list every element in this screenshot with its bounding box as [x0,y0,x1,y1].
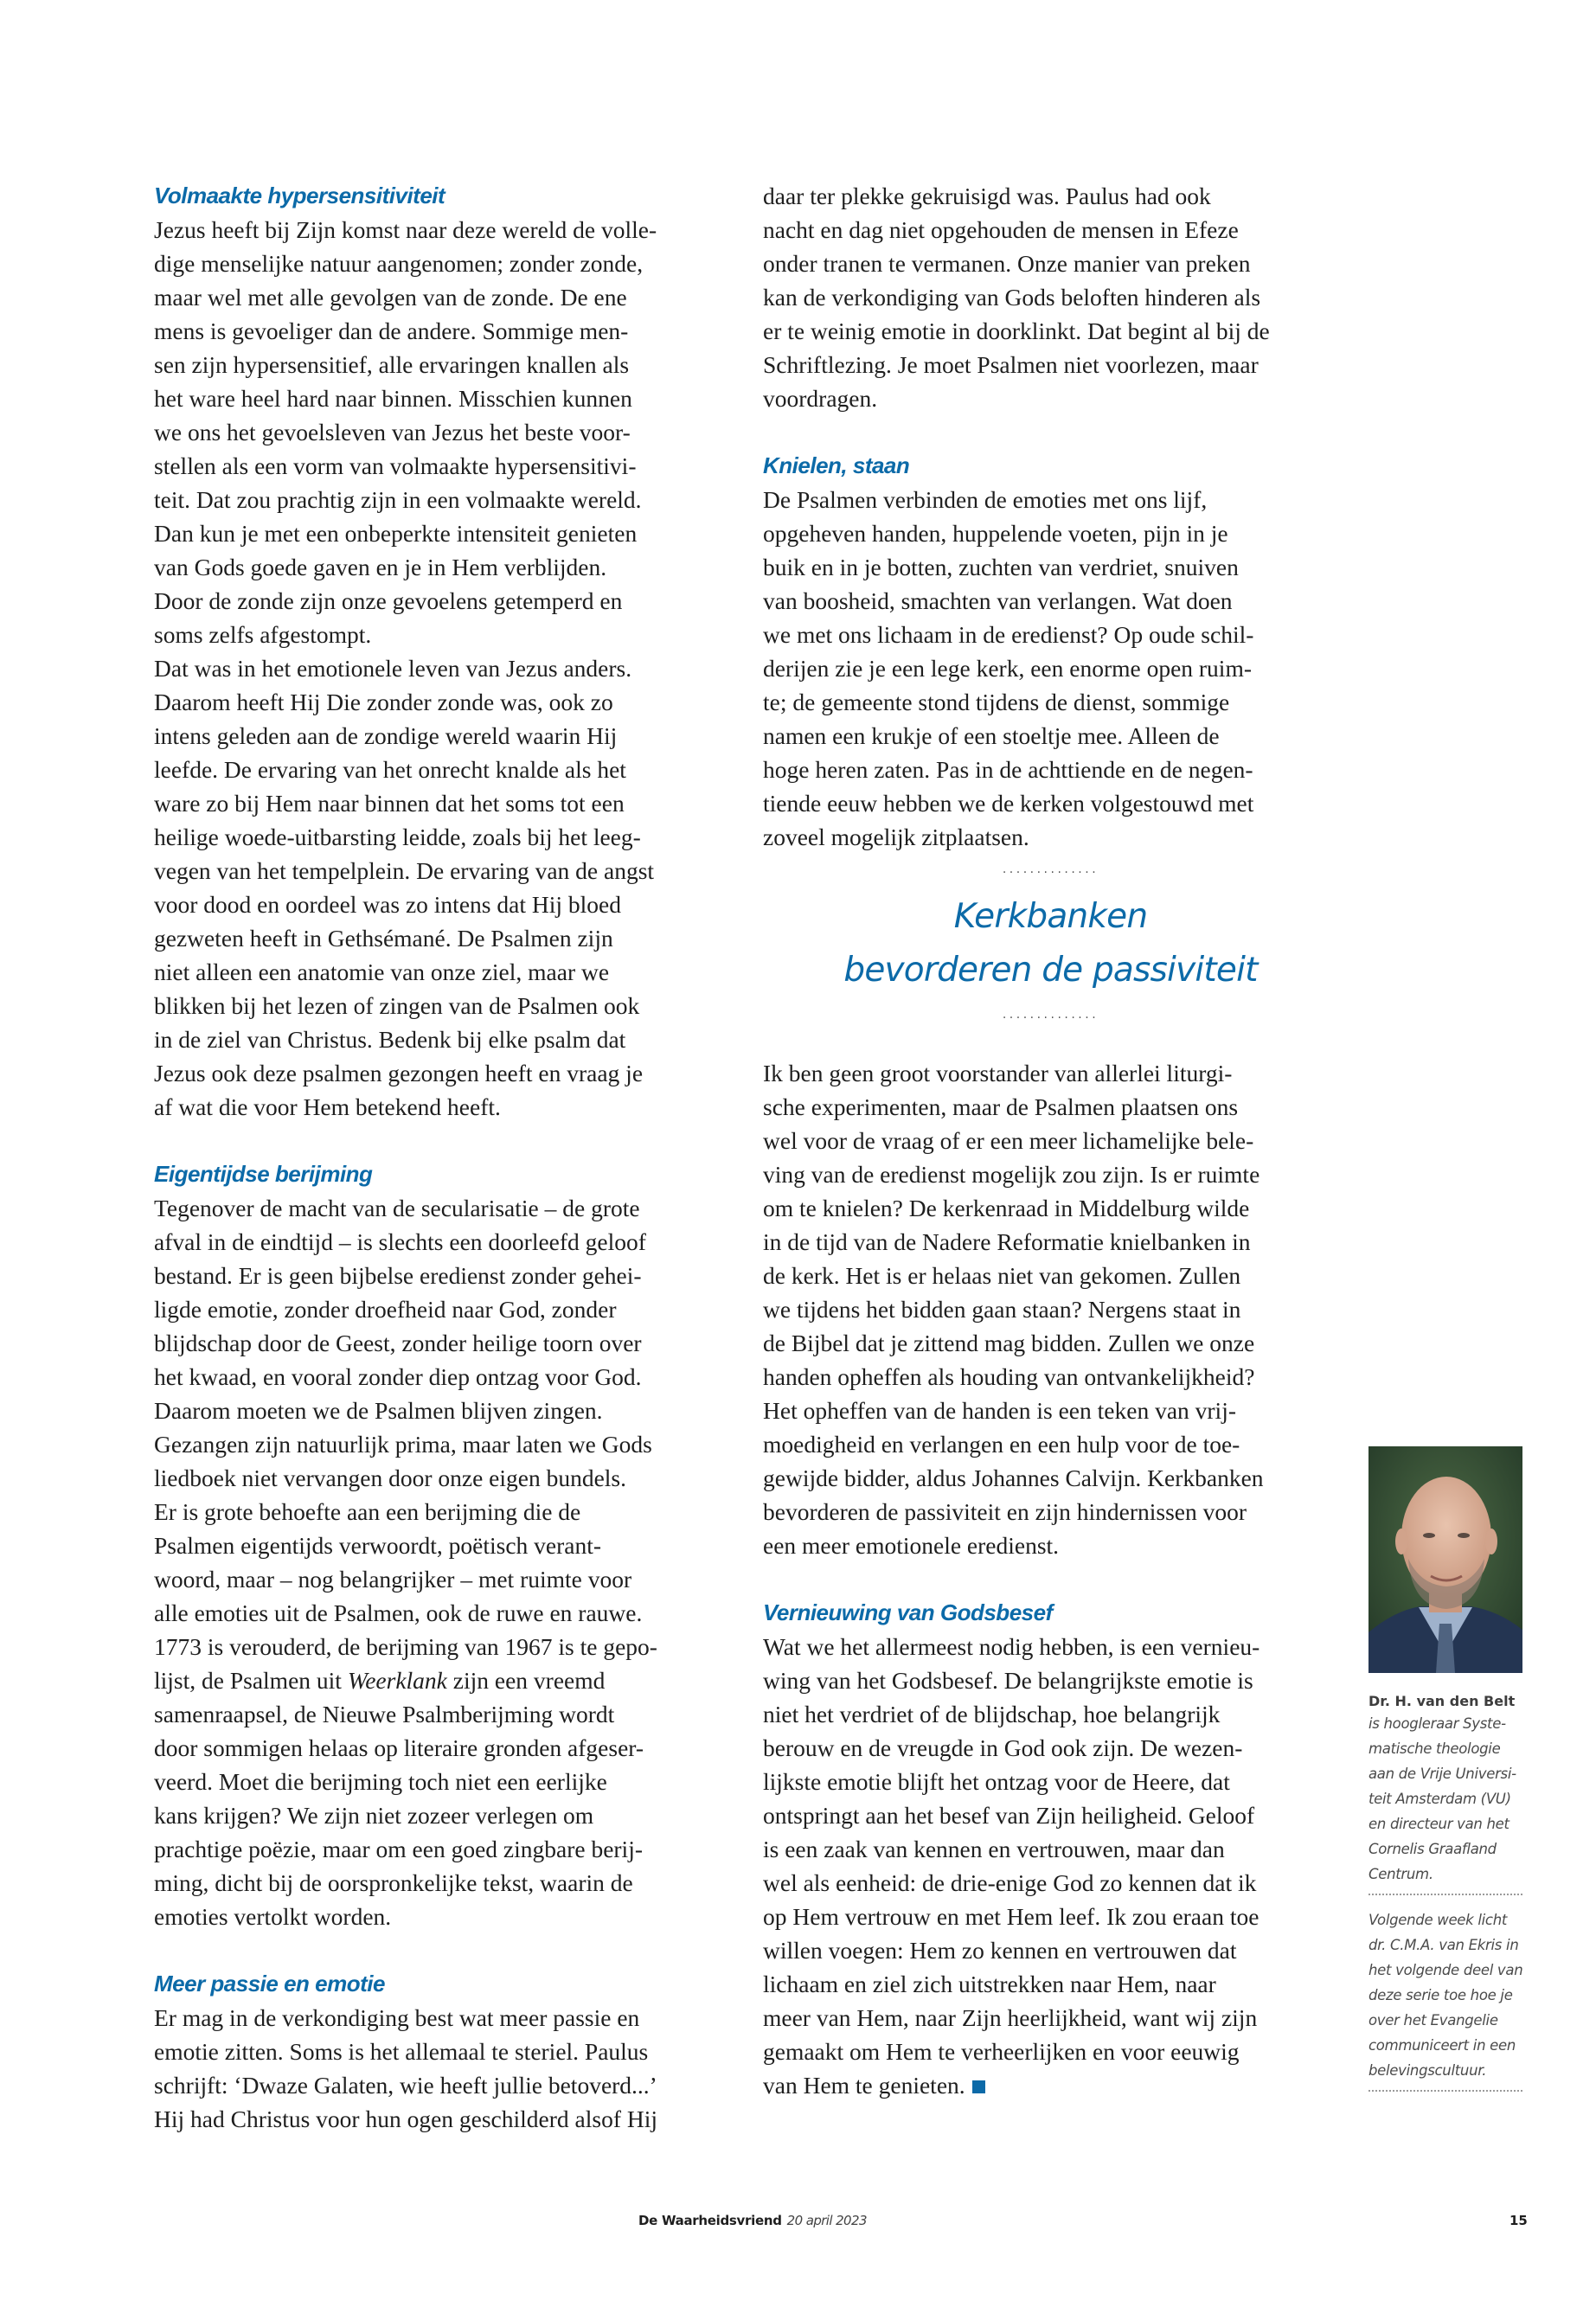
text-line: matische theologie [1368,1740,1501,1757]
text-line: intens geleden aan de zondige wereld waarin Hij [154,722,618,749]
text-line: ving van de eredienst mogelijk zou zijn. Is er ruimte [763,1161,1260,1188]
text-line: De Psalmen verbinden de emoties met ons lijf, [763,486,1208,513]
text-line: is hoogleraar Syste- [1368,1715,1506,1732]
text-line: het kwaad, en vooral zonder diep ontzag voor God. [154,1363,642,1390]
text-line: we tijdens het bidden gaan staan? Nergens staat in [763,1296,1241,1323]
text-line: wel als eenheid: de drie-enige God zo kennen dat ik [763,1869,1257,1896]
text-line: aan de Vrije Universi- [1368,1766,1516,1782]
text-line: is een zaak van kennen en vertrouwen, maar dan [763,1836,1225,1862]
text-line: opgeheven handen, huppelende voeten, pijn in je [763,520,1228,547]
text-line: zoveel mogelijk zitplaatsen. [763,824,1029,850]
text-line: voor dood en oordeel was zo intens dat Hij bloed [154,891,621,918]
text-line: leefde. De ervaring van het onrecht knalde als het [154,756,626,783]
section-heading: Volmaakte hypersensitiviteit [154,183,445,208]
text-line: afval in de eindtijd – is slechts een doorleefd geloof [154,1228,646,1255]
publication-info [638,2213,867,2228]
text-line: kans krijgen? We zijn niet zozeer verlegen om [154,1802,594,1829]
text-line: moedigheid en verlangen en een hulp voor de toe- [763,1431,1240,1458]
italic-title: Weerklank [347,1667,447,1694]
text-line: prachtige poëzie, maar om een goed zingbare berij- [154,1836,643,1862]
text-line: emotie zitten. Soms is het allemaal te steriel. Paulus [154,2038,649,2065]
text-line: maar wel met alle gevolgen van de zonde. De ene [154,284,627,311]
blue-square-icon [972,2080,985,2093]
text-line: kan de verkondiging van Gods beloften hinderen als [763,284,1261,311]
text-line: Ik ben geen groot voorstander van allerlei liturgi- [763,1060,1233,1086]
text-line: de kerk. Het is er helaas niet van gekomen. Zullen [763,1262,1241,1289]
text-line: van Hem te genieten. [763,2068,1338,2102]
text-line: berouw en de vreugde in God ook zijn. De wezen- [763,1734,1243,1761]
paragraph [763,483,1338,854]
pull-quote-divider-bottom: .............. [1002,1008,1099,1022]
paragraph [763,1630,1338,2102]
text-line: Daarom moeten we de Psalmen blijven zingen. [154,1397,603,1424]
text-line: samenraapsel, de Nieuwe Psalmberijming wordt [154,1701,615,1727]
text-line: Dat was in het emotionele leven van Jezus anders. [154,655,632,682]
text-line: vegen van het tempelplein. De ervaring van de angst [154,857,655,884]
text-line: van boosheid, smachten van verlangen. Wat doen [763,587,1233,614]
text-line: in de ziel van Christus. Bedenk bij elke psalm dat [154,1026,626,1053]
text-line: af wat die voor Hem betekend heeft. [154,1093,501,1120]
text-line: Psalmen eigentijds verwoordt, poëtisch verant- [154,1532,602,1559]
text-line: ming, dicht bij de oorspronkelijke tekst, waarin de [154,1869,633,1896]
text-line: het volgende deel van [1368,1962,1523,1978]
text-line: Gezangen zijn natuurlijk prima, maar laten we Gods [154,1431,652,1458]
text-line: Jezus heeft bij Zijn komst naar deze wereld de volle- [154,216,657,243]
text-line: het ware heel hard naar binnen. Misschien kunnen [154,385,632,412]
text-line: sen zijn hypersensitief, alle ervaringen knallen als [154,351,630,378]
text-line: door sommigen helaas op literaire gronden afgeser- [154,1734,644,1761]
text-line: Jezus ook deze psalmen gezongen heeft en vraag je [154,1060,644,1086]
text-line: lijkste emotie blijft het ontzag voor de Heere, dat [763,1768,1230,1795]
author-name: Dr. H. van den Belt [1368,1693,1516,1709]
text-line: in de tijd van de Nadere Reformatie knielbanken in [763,1228,1251,1255]
paragraph [763,179,1338,415]
text-line: namen een krukje of een stoeltje mee. Alleen de [763,722,1220,749]
text-line: over het Evangelie [1368,2012,1498,2029]
text-line: Tegenover de macht van de secularisatie – de grote [154,1195,640,1221]
text-line: Hij had Christus voor hun ogen geschilderd alsof Hij [154,2106,657,2132]
text-line: ligde emotie, zonder droefheid naar God, zonder [154,1296,617,1323]
text-line: veerd. Moet die berijming toch niet een eerlijke [154,1768,607,1795]
text-line: nacht en dag niet opgehouden de mensen in Efeze [763,216,1239,243]
text-line: Centrum. [1368,1866,1433,1882]
text-line: onder tranen te vermanen. Onze manier van preken [763,250,1251,277]
text-line: we met ons lichaam in de eredienst? Op oude schil- [763,621,1254,648]
text-line: soms zelfs afgestompt. [154,621,372,648]
text-line: derijen zie je een lege kerk, een enorme open ruim- [763,655,1252,682]
text-line: Dan kun je met een onbeperkte intensiteit genieten [154,520,638,547]
section-heading: Eigentijdse berijming [154,1161,373,1187]
dotted-divider [1368,2090,1522,2092]
text-line: lijst, de Psalmen uit Weerklank zijn een vreemd [154,1667,606,1694]
publication-date: 20 april 2023 [786,2213,867,2228]
text-line: Het opheffen van de handen is een teken van vrij- [763,1397,1236,1424]
text-line: ontspringt aan het besef van Zijn heiligheid. Geloof [763,1802,1255,1829]
text-line: sche experimenten, maar de Psalmen plaatsen ons [763,1093,1239,1120]
text-line: Er mag in de verkondiging best wat meer passie en [154,2004,640,2031]
text-line: handen opheffen als houding van ontvankelijkheid? [763,1363,1255,1390]
text-line: Daarom heeft Hij Die zonder zonde was, ook zo [154,689,613,715]
text-line: voordragen. [763,385,878,412]
text-line: heilige woede-uitbarsting leidde, zoals bij het leeg- [154,824,641,850]
text-line: alle emoties uit de Psalmen, ook de ruwe en rauwe. [154,1599,643,1626]
text-line: Volgende week licht [1368,1912,1508,1928]
text-line: tiende eeuw hebben we de kerken volgestouwd met [763,790,1254,817]
text-line: en directeur van het [1368,1816,1509,1832]
author-photo [1368,1446,1522,1673]
text-line: mens is gevoeliger dan de andere. Sommige men- [154,317,629,344]
text-line: Schriftlezing. Je moet Psalmen niet voorlezen, maar [763,351,1259,378]
pull-quote-text [763,890,1338,997]
text-line: Wat we het allermeest nodig hebben, is een vernieu- [763,1633,1260,1660]
text-line: ware zo bij Hem naar binnen dat het soms tot een [154,790,625,817]
dotted-divider [1368,1894,1522,1895]
text-line: buik en in je botten, zuchten van verdriet, snuiven [763,554,1239,580]
text-line: 1773 is verouderd, de berijming van 1967 is te gepo- [154,1633,657,1660]
text-line: we ons het gevoelsleven van Jezus het beste voor- [154,419,631,445]
text-line: willen voegen: Hem zo kennen en vertrouwen dat [763,1937,1237,1964]
author-sidebar [1368,1446,1533,2104]
section-heading: Vernieuwing van Godsbesef [763,1599,1053,1625]
text-line: meer van Hem, naar Zijn heerlijkheid, want wij zijn [763,2004,1258,2031]
text-line: woord, maar – nog belangrijker – met ruimte voor [154,1566,632,1593]
text-line: dige menselijke natuur aangenomen; zonder zonde, [154,250,644,277]
text-line: te; de gemeente stond tijdens de dienst, sommige [763,689,1230,715]
text-line: niet alleen een anatomie van onze ziel, maar we [154,958,610,985]
text-line: wing van het Godsbesef. De belangrijkste emotie is [763,1667,1253,1694]
text-line: gezweten heeft in Gethsémané. De Psalmen zijn [154,925,613,952]
text-line: Door de zonde zijn onze gevoelens getemperd en [154,587,623,614]
page-number: 15 [1509,2213,1528,2228]
text-line: Er is grote behoefte aan een berijming die de [154,1498,581,1525]
text-line: emoties vertolkt worden. [154,1903,392,1930]
pull-quote-line-2: bevorderen de passiviteit [843,951,1258,990]
text-line: Cornelis Graafland [1368,1841,1497,1857]
text-line: deze serie toe hoe je [1368,1987,1513,2003]
text-line: wel voor de vraag of er een meer lichamelijke bele- [763,1127,1254,1154]
article-left-column [154,179,729,2136]
text-line: bevorderen de passiviteit en zijn hindernissen voor [763,1498,1247,1525]
article-right-column [763,179,1338,2102]
text-line: blikken bij het lezen of zingen van de Psalmen ook [154,992,640,1019]
paragraph [154,1191,729,1933]
text-line: hoge heren zaten. Pas in de achttiende en de negen- [763,756,1253,783]
publication-name: De Waarheidsvriend [638,2213,782,2228]
text-line: gemaakt om Hem te verheerlijken en voor eeuwig [763,2038,1240,2065]
text-line: stellen als een vorm van volmaakte hypersensitivi- [154,452,637,479]
text-line: op Hem vertrouw en met Hem leef. Ik zou eraan toe [763,1903,1259,1930]
next-week-note [1368,1907,1533,2083]
text-line: belevingscultuur. [1368,2062,1487,2079]
portrait-icon [1368,1446,1522,1673]
text-line: van Gods goede gaven en je in Hem verblijden. [154,554,607,580]
text-line: om te knielen? De kerkenraad in Middelburg wilde [763,1195,1250,1221]
text-line: liedboek niet vervangen door onze eigen bundels. [154,1465,626,1491]
text-line: schrijft: ‘Dwaze Galaten, wie heeft jullie betoverd...’ [154,2072,657,2099]
paragraph [154,2001,729,2136]
text-line: bestand. Er is geen bijbelse eredienst zonder gehei- [154,1262,642,1289]
text-line: niet het verdriet of de blijdschap, hoe belangrijk [763,1701,1221,1727]
text-line: blijdschap door de Geest, zonder heilige toorn over [154,1330,642,1356]
text-line: gewijde bidder, aldus Johannes Calvijn. Kerkbanken [763,1465,1264,1491]
text-line: teit. Dat zou prachtig zijn in een volmaakte wereld. [154,486,642,513]
section-heading: Meer passie en emotie [154,1971,385,1997]
text-line: daar ter plekke gekruisigd was. Paulus had ook [763,183,1211,209]
text-line: communiceert in een [1368,2037,1516,2054]
section-heading: Knielen, staan [763,452,910,478]
text-line: er te weinig emotie in doorklinkt. Dat begint al bij de [763,317,1270,344]
text-line: teit Amsterdam (VU) [1368,1791,1511,1807]
paragraph [763,1056,1338,1562]
text-line: de Bijbel dat je zittend mag bidden. Zullen we onze [763,1330,1255,1356]
text-line: dr. C.M.A. van Ekris in [1368,1937,1519,1953]
paragraph [154,213,729,1124]
pull-quote [763,861,1338,1023]
text-line: een meer emotionele eredienst. [763,1532,1060,1559]
author-bio [1368,1711,1533,1887]
pull-quote-line-1: Kerkbanken [953,897,1148,936]
pull-quote-divider-top: .............. [1002,862,1099,876]
text-line: lichaam en ziel zich uitstrekken naar Hem, naar [763,1971,1216,1997]
